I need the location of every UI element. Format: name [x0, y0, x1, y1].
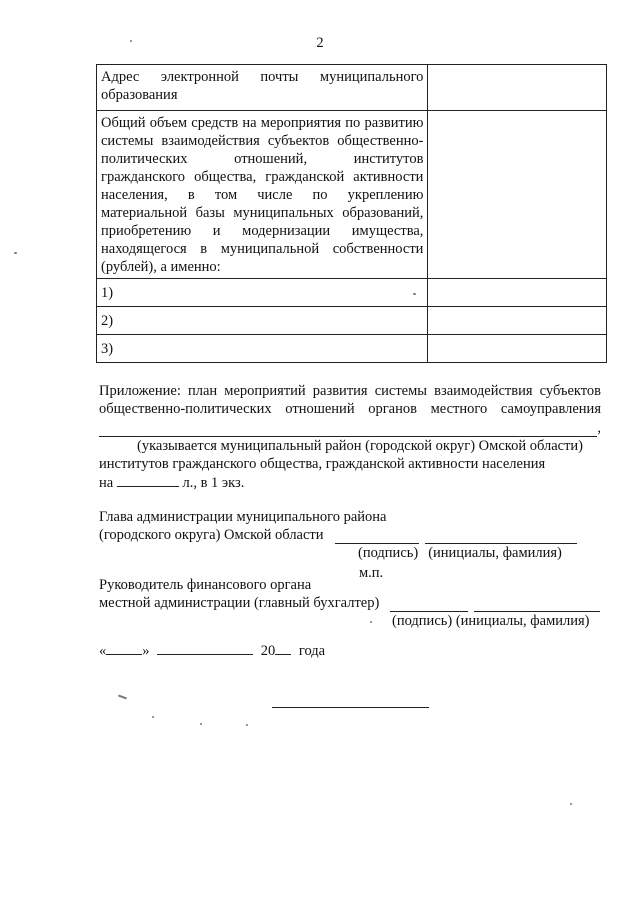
appendix-line-4: институтов гражданского общества, гражданской активности населения	[99, 456, 546, 472]
table-row	[97, 279, 607, 307]
head-title-line-2: (городского округа) Омской области	[99, 527, 324, 543]
municipality-note: (указывается муниципальный район (городской округ) Омской области)	[136, 438, 584, 454]
date-month-field[interactable]	[157, 641, 253, 655]
scan-speck	[200, 723, 202, 725]
date-open-quote: «	[99, 643, 107, 659]
scan-speck	[370, 621, 372, 623]
scan-speck	[14, 252, 17, 254]
appendix-block	[99, 382, 601, 492]
row-label: 1)	[97, 279, 428, 307]
finance-signature-field[interactable]	[390, 598, 468, 612]
date-year-field[interactable]	[275, 641, 291, 655]
sheets-suffix: л., в 1 экз.	[182, 475, 245, 491]
head-caption-signature: (подпись)	[358, 545, 419, 561]
head-caption-row	[99, 544, 609, 562]
date-day-field[interactable]	[106, 641, 142, 655]
head-title-line-1: Глава администрации муниципального района	[99, 509, 387, 525]
finance-title-line-2: местной администрации (главный бухгалтер)	[99, 595, 380, 611]
date-close-quote: »	[142, 643, 150, 659]
finance-title-line-1: Руководитель финансового органа	[99, 577, 312, 593]
finance-signature-row	[99, 594, 609, 612]
row-value-field[interactable]	[428, 111, 607, 279]
scan-speck	[570, 803, 572, 805]
table-row	[97, 335, 607, 363]
date-line	[99, 641, 609, 660]
page-number: 2	[316, 35, 324, 51]
table-row	[97, 65, 607, 111]
row-value-field[interactable]	[428, 307, 607, 335]
sheets-prefix: на	[99, 475, 114, 491]
row-value-field[interactable]	[428, 279, 607, 307]
appendix-comma: ,	[597, 420, 601, 436]
row-label: Общий объем средств на мероприятия по развитию системы взаимодействия субъектов общественно-политических отношений, институтов гражданского общества, гражданской активности населения, в том числе по укреплению материальной базы муниципальных образований, приобретению и модернизации имущества, находящегося в муниципальной собственности (рублей), а именно:	[97, 111, 428, 279]
sheets-count-field[interactable]	[117, 473, 179, 487]
head-signature-block	[99, 508, 609, 582]
finance-caption: (подпись) (инициалы, фамилия)	[392, 613, 590, 629]
bottom-rule	[272, 707, 429, 708]
head-name-field[interactable]	[425, 530, 577, 544]
finance-name-field[interactable]	[474, 598, 600, 612]
row-label: 2)	[97, 307, 428, 335]
stamp-label: м.п.	[359, 565, 384, 581]
info-table	[96, 64, 607, 363]
sheets-line	[99, 473, 601, 492]
finance-signature-block	[99, 576, 609, 630]
scan-speck	[118, 695, 127, 700]
date-year-prefix: 20	[260, 643, 276, 659]
head-caption-name: (инициалы, фамилия)	[428, 545, 562, 561]
scan-speck	[152, 716, 154, 718]
appendix-line-1: Приложение: план мероприятий развития системы взаимодействия субъектов	[99, 383, 601, 399]
row-label: Адрес электронной почты муниципального образования	[97, 65, 428, 111]
head-signature-field[interactable]	[335, 530, 419, 544]
date-suffix: года	[298, 643, 326, 659]
table-row	[97, 111, 607, 279]
head-signature-row	[99, 526, 609, 544]
row-value-field[interactable]	[428, 65, 607, 111]
row-label: 3)	[97, 335, 428, 363]
appendix-line-2: общественно-политических отношений органов местного самоуправления	[99, 401, 601, 417]
table-row	[97, 307, 607, 335]
scan-speck	[413, 293, 416, 295]
municipality-input-line[interactable]	[99, 419, 601, 437]
scan-speck	[130, 40, 132, 42]
row-value-field[interactable]	[428, 335, 607, 363]
scan-speck	[246, 724, 248, 726]
blank-rule	[99, 422, 597, 437]
